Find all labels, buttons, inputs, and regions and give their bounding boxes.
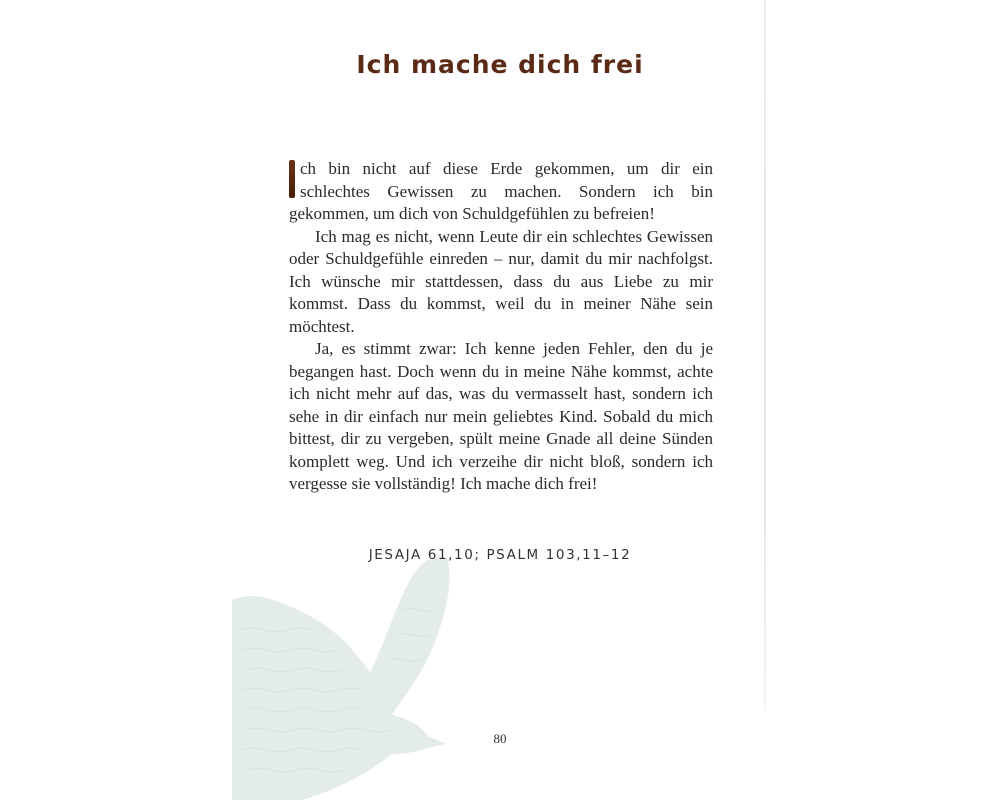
page-title: Ich mache dich frei — [356, 50, 644, 79]
paragraph-1 — [289, 158, 713, 226]
page-number: 80 — [493, 731, 507, 746]
body-text — [289, 158, 713, 496]
scripture-reference: JESAJA 61,10; PSALM 103,11–12 — [368, 547, 632, 563]
page-edge-divider — [764, 0, 766, 710]
paragraph-3: Ja, es stimmt zwar: Ich kenne jeden Fehler, den du je begangen hast. Doch wenn du in meine Nähe kommst, achte ich nicht mehr auf das, was du vermasselt hast, sondern ich sehe in dir einfach nur mein geliebtes Kind. Sobald du mich bittest, dir zu vergeben, spült meine Gnade all deine Sünden komplett weg. Und ich verzeihe dir nicht bloß, sondern ich vergesse sie vollständig! Ich mache dich frei! — [289, 339, 713, 493]
dove-watermark-icon — [232, 540, 532, 800]
paragraph-2: Ich mag es nicht, wenn Leute dir ein schlechtes Gewissen oder Schuldgefühle einreden – nur, damit du mir nachfolgst. Ich wünsche mir stattdessen, dass du aus Liebe zu mir kommst. Dass du kommst, weil du in meiner Nähe sein möchtest. — [289, 226, 713, 336]
drop-cap — [289, 160, 295, 198]
paragraph-1-text: ch bin nicht auf diese Erde gekommen, um dir ein schlechtes Gewissen zu machen. Sondern ich bin gekommen, um dich von Schuldgefühlen zu befreien! — [289, 159, 713, 223]
